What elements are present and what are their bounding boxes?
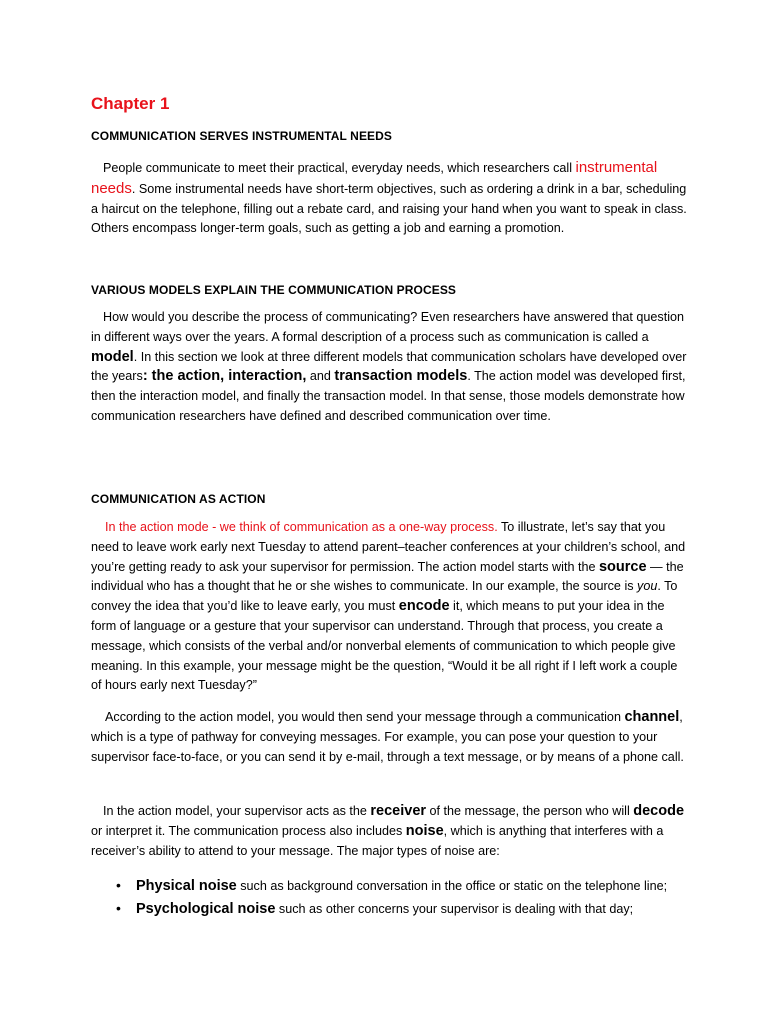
term-decode: decode <box>633 803 685 819</box>
section-heading-models: VARIOUS MODELS EXPLAIN THE COMMUNICATION PROCESS <box>91 283 457 297</box>
chapter-title: Chapter 1 <box>91 94 170 113</box>
term-noise: noise <box>405 822 444 839</box>
term-physical-noise: Physical noise <box>136 878 237 894</box>
paragraph-channel: According to the action model, you would then send your message through a communication channel, which is a type of pathway for conveying messages. For example, you can pose your question to your supervisor face-to-face, or you can send it by e-mail, through a text message, or by means of a phone call. <box>91 709 684 764</box>
term-psychological-noise: Psychological noise <box>136 901 276 917</box>
term-model: model <box>91 348 134 365</box>
term-receiver: receiver <box>370 803 427 819</box>
noise-types-list <box>116 877 667 923</box>
term-action-interaction: : the action, interaction, <box>142 368 307 385</box>
term-source: source <box>598 558 647 575</box>
bullet-icon: • <box>116 900 121 916</box>
term-instrumental-needs: instrumental needs <box>91 159 658 197</box>
section-heading-action: COMMUNICATION AS ACTION <box>91 492 266 506</box>
paragraph-instrumental-needs: People communicate to meet their practical, everyday needs, which researchers call instrumental needs. Some instrumental needs have short-term objectives, such as ordering a drink in a bar, scheduling a haircut on the telephone, filling out a rebate card, and raising your hand when you want to speak in class. Others encompass longer-term goals, such as getting a job and earning a promotion. <box>91 159 687 236</box>
bullet-icon: • <box>116 877 121 893</box>
term-encode: encode <box>398 598 450 615</box>
paragraph-action-model: In the action mode - we think of communication as a one-way process. To illustrate, let’s say that you need to leave work early next Tuesday to attend parent–teacher conferences at your children’s school, and you’re getting ready to ask your supervisor for permission. The action model starts with the source — the individual who has a thought that he or she wishes to communicate. In our example, the source is you. To convey the idea that you’d like to leave early, you must encode it, which means to put your idea in the form of language or a gesture that your supervisor can understand. Through that process, you create a message, which consists of the verbal and/or nonverbal elements of communication to which people give meaning. In this example, your message might be the question, “Would it be all right if I left work a couple of hours early next Tuesday?” <box>91 520 686 693</box>
term-transaction-models: transaction models <box>334 368 468 385</box>
term-channel: channel <box>624 709 680 725</box>
term-you: you <box>637 579 658 594</box>
red-highlight-sentence: In the action mode - we think of communication as a one-way process. <box>105 520 498 534</box>
list-item: • Physical noise such as background conversation in the office or static on the telephone line; <box>116 877 668 894</box>
section-heading-instrumental-needs: COMMUNICATION SERVES INSTRUMENTAL NEEDS <box>91 129 393 143</box>
paragraph-models: How would you describe the process of communicating? Even researchers have answered that question in different ways over the years. A formal description of a process such as communication is called a model. In this section we look at three different models that communication scholars have developed over the years: the action, interaction, and transaction models. The action model was developed first, then the interaction model, and finally the transaction model. In that sense, those models demonstrate how communication researchers have defined and described communication over time. <box>91 310 687 423</box>
list-item: • Psychological noise such as other concerns your supervisor is dealing with that day; <box>116 900 634 917</box>
paragraph-receiver: In the action model, your supervisor acts as the receiver of the message, the person who will decode or interpret it. The communication process also includes noise, which is anything that interferes with a receiver’s ability to attend to your message. The major types of noise are: <box>91 803 685 858</box>
